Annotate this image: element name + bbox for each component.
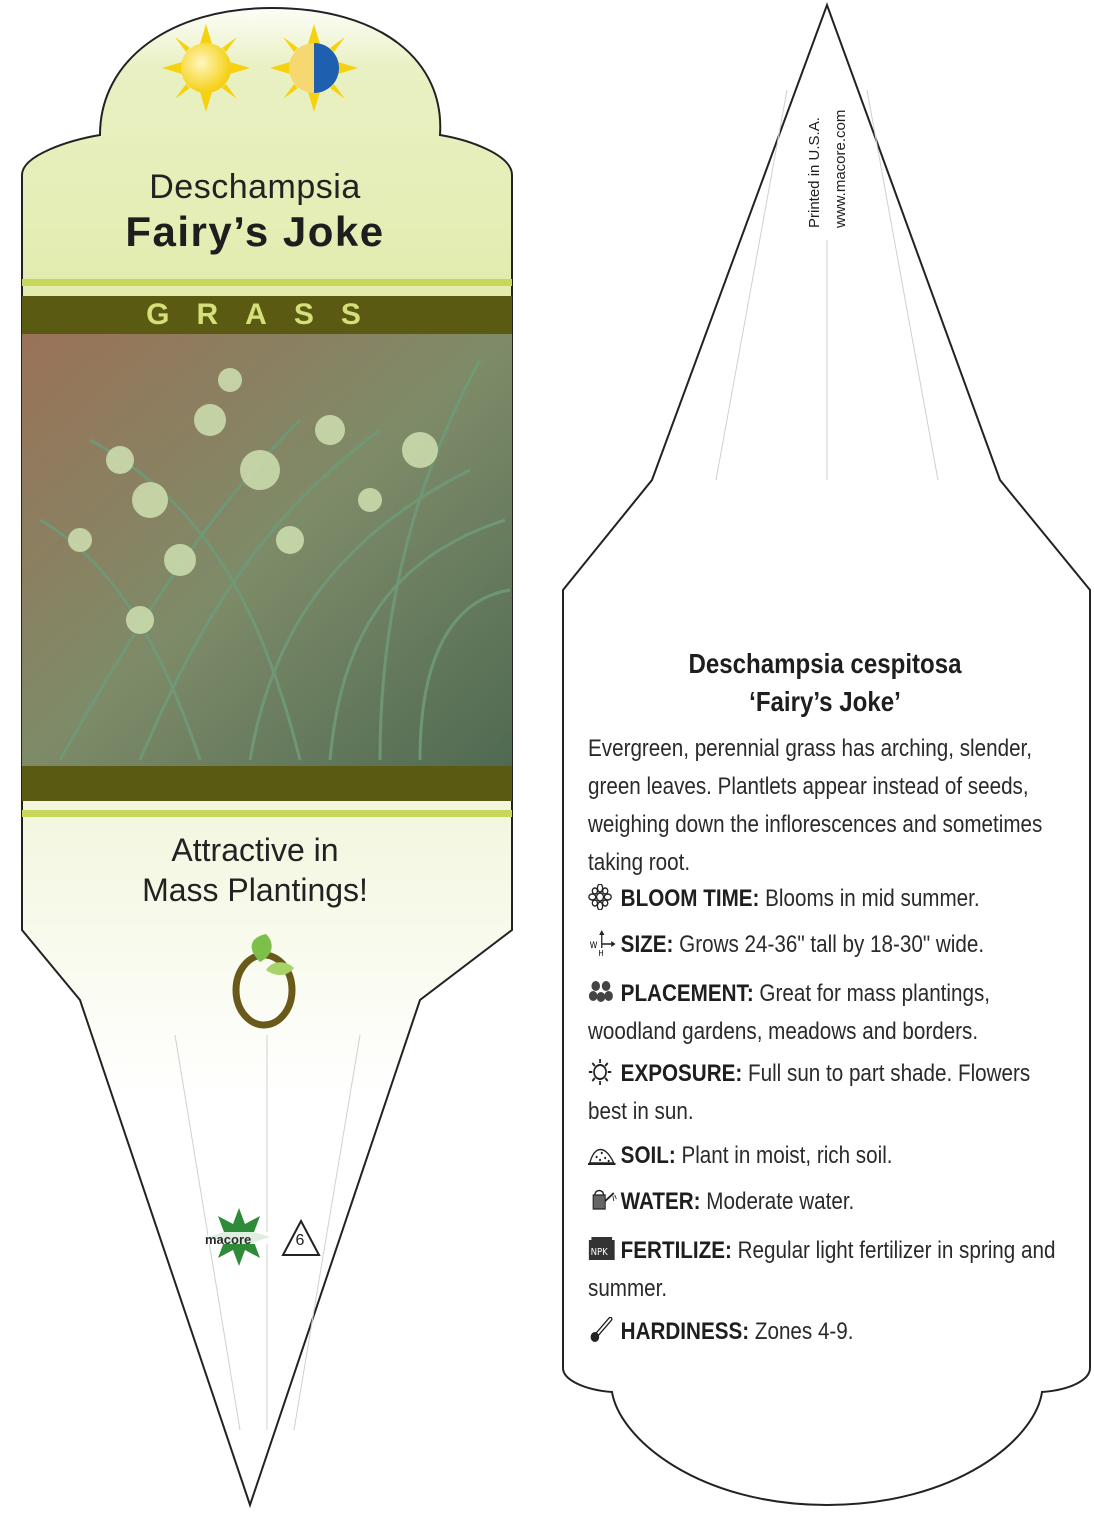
soil-icon [588,1141,617,1167]
attr-label: FERTILIZE: [620,1237,732,1264]
attr-label: HARDINESS: [620,1318,750,1345]
full-sun-icon [160,22,252,114]
attr-label: SIZE: [620,931,674,958]
attr-text: Full sun to part shade. Flowers best in sun. [588,1060,1031,1125]
attr-text: Moderate water. [706,1188,855,1215]
attr-bloom-time [588,880,1074,918]
thermometer-icon [588,1317,617,1343]
tagline-line-2: Mass Plantings! [142,872,368,908]
size-icon [588,930,617,956]
attr-text: Zones 4-9. [754,1318,854,1345]
front-category-label: GRASS [146,298,388,331]
npk-icon [588,1236,617,1262]
attr-soil [588,1137,1074,1175]
attr-hardiness [588,1313,1074,1351]
sun-outline-icon [588,1059,617,1085]
attr-text: Blooms in mid summer. [765,885,980,912]
front-cultivar: Fairy’s Joke [125,208,385,255]
tagline-line-1: Attractive in [171,832,339,868]
attr-fertilize [588,1232,1074,1308]
size-icon-w: W [589,939,598,951]
attr-label: PLACEMENT: [620,980,754,1007]
attr-label: EXPOSURE: [620,1060,743,1087]
attr-label: WATER: [620,1188,701,1215]
size-icon-h: H [598,948,604,956]
brand-name: macore [205,1232,252,1247]
npk-icon-text: NPK [590,1246,608,1259]
front-genus: Deschampsia [149,168,361,206]
attr-label: SOIL: [620,1142,676,1169]
attr-label: BLOOM TIME: [620,885,760,912]
printed-in-text: Printed in U.S.A. [806,117,823,228]
leaf-seed-logo-icon [228,930,304,1030]
part-shade-icon [268,22,360,114]
front-tagline [40,830,470,910]
attr-text: Grows 24-36" tall by 18-30" wide. [679,931,985,958]
recycle-code: 6 [295,1232,305,1249]
attr-exposure [588,1055,1074,1131]
attr-placement [588,975,1074,1051]
back-description: Evergreen, perennial grass has arching, slender, green leaves. Plantlets appear instead of seeds, weighing down the inflorescences and sometimes taking root. [588,735,1043,876]
back-title-line-2: ‘Fairy’s Joke’ [749,686,901,717]
attr-size [588,926,1074,964]
attr-water [588,1183,1074,1221]
attr-text: Plant in moist, rich soil. [681,1142,893,1169]
watering-can-icon [588,1187,617,1213]
back-title [601,645,1048,721]
website-text: www.macore.com [832,109,849,228]
attr-text: Regular light fertilizer in spring and summer. [588,1237,1056,1302]
plant-photo [22,334,512,766]
placement-icon [588,979,617,1005]
attr-text: Great for mass plantings, woodland gardens, meadows and borders. [588,980,991,1045]
flower-icon [588,884,617,910]
back-title-line-1: Deschampsia cespitosa [688,648,962,679]
